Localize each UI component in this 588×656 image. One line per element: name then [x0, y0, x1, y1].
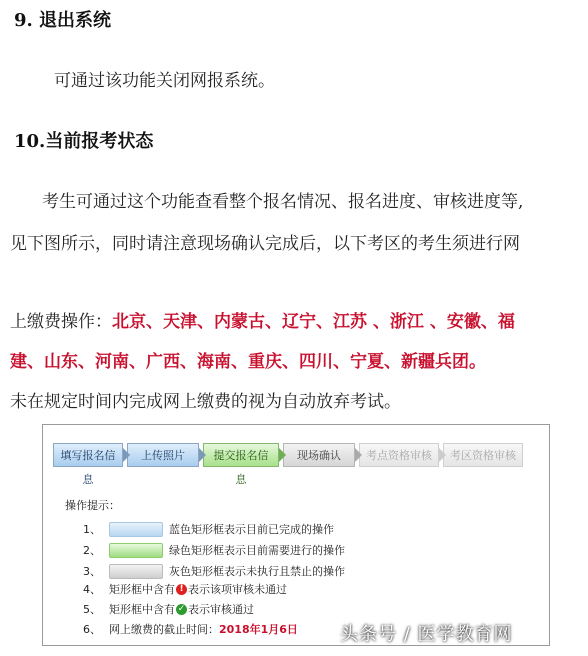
- step-region-review: [443, 443, 523, 467]
- tips-title: 操作提示：: [65, 499, 120, 512]
- fee-regions-line-2: 建、山东、河南、广西、海南、重庆、四川、宁夏、新疆兵团。: [10, 352, 486, 372]
- tip-number: 3、: [83, 565, 101, 578]
- step-label: 考区资格审核: [450, 449, 516, 462]
- section-10-line-2: 见下图所示，同时请注意现场确认完成后，以下考区的考生须进行网: [10, 234, 520, 254]
- step-fill-info[interactable]: [53, 443, 123, 486]
- tip-item: [83, 621, 298, 637]
- step-venue-review: [359, 443, 439, 467]
- tip-text: 绿色矩形框表示目前需要进行的操作: [169, 544, 345, 557]
- watermark: 头条号 / 医学教育网: [340, 624, 513, 645]
- fee-regions-a: 北京、天津、内蒙古、辽宁、江苏 、浙江 、安徽、福: [112, 312, 515, 332]
- step-upload-photo[interactable]: [127, 443, 199, 467]
- tip-text: 表示该项审核未通过: [188, 583, 287, 596]
- green-swatch: [109, 543, 163, 558]
- step-submit-info[interactable]: [203, 443, 279, 486]
- progress-steps: [53, 443, 527, 486]
- arrow-right-icon: [123, 448, 130, 462]
- step-label: 填写报名信息: [60, 449, 116, 486]
- arrow-right-icon: [279, 448, 286, 462]
- tip-number: 5、: [83, 603, 101, 616]
- section-9-body: 可通过该功能关闭网报系统。: [54, 71, 275, 91]
- arrow-right-icon: [439, 448, 446, 462]
- step-label: 考点资格审核: [366, 449, 432, 462]
- section-10-heading: 10.当前报考状态: [14, 131, 154, 152]
- status-screenshot: [42, 424, 550, 646]
- step-onsite-confirm: [283, 443, 355, 467]
- pass-mark-icon: ✓: [177, 603, 186, 614]
- gray-swatch: [109, 564, 163, 579]
- tip-item: [83, 601, 254, 617]
- fee-closing-note: 未在规定时间内完成网上缴费的视为自动放弃考试。: [10, 392, 401, 412]
- section-10-line-1: 考生可通过这个功能查看整个报名情况、报名进度、审核进度等,: [42, 192, 524, 212]
- tip-item: [83, 521, 334, 537]
- step-label: 提交报名信息: [213, 449, 269, 486]
- fee-prefix: 上缴费操作：: [10, 312, 112, 332]
- arrow-right-icon: [355, 448, 362, 462]
- section-9-heading: 9. 退出系统: [14, 10, 112, 31]
- tip-text: 矩形框中含有: [109, 583, 175, 596]
- fail-mark-icon: !: [176, 584, 187, 595]
- arrow-right-icon: [199, 448, 206, 462]
- tip-item: [83, 581, 287, 597]
- tip-number: 4、: [83, 583, 101, 596]
- tip-text: 矩形框中含有: [109, 603, 175, 616]
- tip-item: [83, 542, 345, 558]
- tip-item: [83, 563, 345, 579]
- tip-number: 2、: [83, 544, 101, 557]
- deadline-date: 2018年1月6日: [219, 623, 298, 636]
- tip-text: 蓝色矩形框表示目前已完成的操作: [169, 523, 334, 536]
- fee-regions-line-1: [10, 307, 515, 332]
- step-label: 上传照片: [141, 449, 185, 462]
- tip-text: 网上缴费的截止时间：: [109, 623, 219, 636]
- tip-number: 6、: [83, 623, 101, 636]
- tip-number: 1、: [83, 523, 101, 536]
- step-label: 现场确认: [297, 449, 341, 462]
- tip-text: 表示审核通过: [188, 603, 254, 616]
- tip-text: 灰色矩形框表示未执行且禁止的操作: [169, 565, 345, 578]
- blue-swatch: [109, 522, 163, 537]
